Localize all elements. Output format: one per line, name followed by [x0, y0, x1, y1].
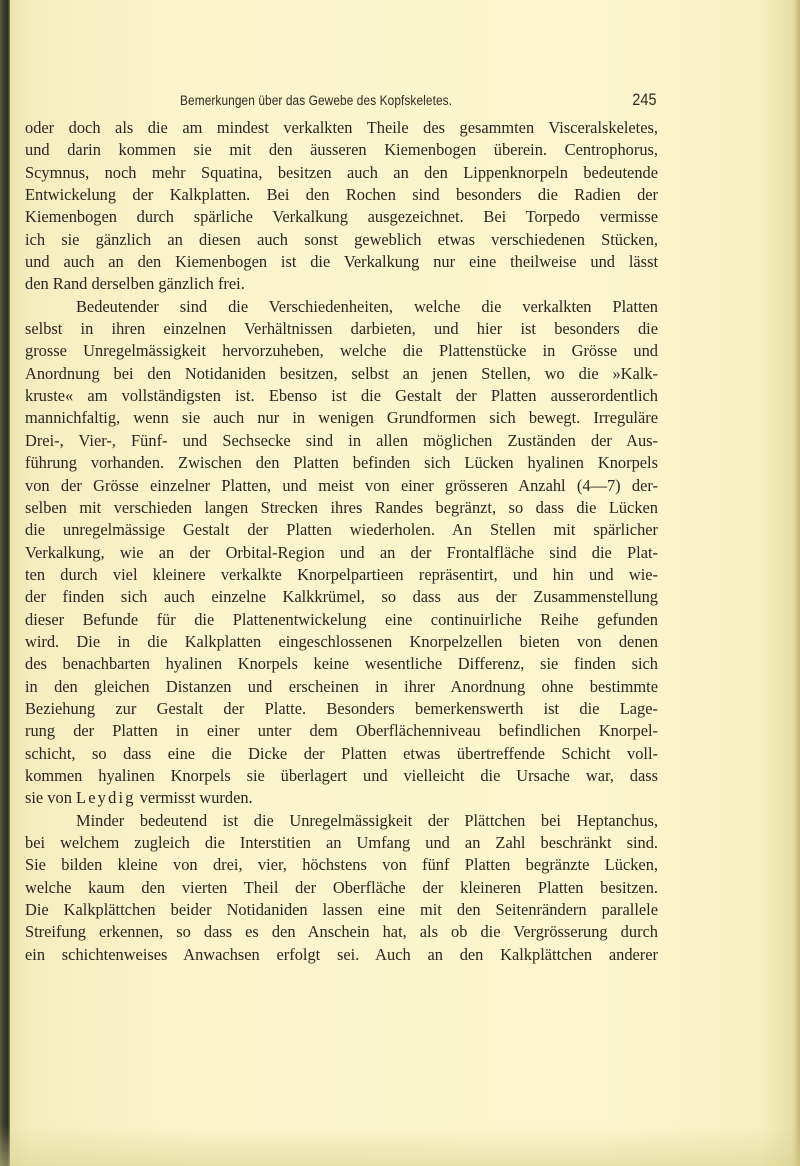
text-line: den Rand derselben gänzlich frei. — [25, 274, 245, 294]
text-line: Entwickelung der Kalkplatten. Bei den Rochen sind besonders die Radien der — [25, 185, 658, 205]
book-binding-edge — [0, 0, 10, 1166]
body-text — [25, 117, 658, 966]
author-name-leydig: Leydig — [76, 788, 136, 808]
text-line: führung vorhanden. Zwischen den Platten befinden sich Lücken hyalinen Knorpels — [25, 453, 658, 473]
text-line: dieser Befunde für die Plattenentwickelung eine continuirliche Reihe gefunden — [25, 609, 658, 629]
text-fragment: vermisst wurden. — [135, 788, 253, 808]
text-line: Kiemenbogen durch spärliche Verkalkung ausgezeichnet. Bei Torpedo vermisse — [25, 207, 658, 227]
page-bottom-shade — [0, 1126, 800, 1166]
text-line: und auch an den Kiemenbogen ist die Verkalkung nur eine theilweise und lässt — [25, 252, 658, 272]
page-edge — [794, 0, 800, 1166]
text-line: die unregelmässige Gestalt der Platten wiederholen. An Stellen mit spärlicher — [25, 520, 658, 540]
text-line: grosse Unregelmässigkeit hervorzuheben, welche die Plattenstücke in Grösse und — [25, 341, 658, 361]
text-line: Drei-, Vier-, Fünf- und Sechsecke sind in allen möglichen Zuständen der Aus- — [25, 430, 658, 450]
text-line: rung der Platten in einer unter dem Oberflächenniveau befindlichen Knorpel- — [25, 721, 658, 741]
text-line: und darin kommen sie mit den äusseren Kiemenbogen überein. Centrophorus, — [25, 140, 658, 160]
paragraph-1 — [25, 117, 658, 296]
text-line: mannichfaltig, wenn sie auch nur in wenigen Grundformen sich bewegt. Irreguläre — [25, 408, 658, 428]
text-line: des benachbarten hyalinen Knorpels keine wesentliche Differenz, sie finden sich — [25, 654, 658, 674]
text-line: welche kaum den vierten Theil der Oberfläche der kleineren Platten besitzen. — [25, 877, 658, 897]
text-line: der finden sich auch einzelne Kalkkrümel, so dass aus der Zusammenstellung — [25, 587, 658, 607]
text-line-final — [25, 787, 658, 809]
running-head — [180, 90, 657, 114]
text-line: Anordnung bei den Notidaniden besitzen, selbst an jenen Stellen, wo die »Kalk- — [25, 363, 658, 383]
text-line: Scymnus, noch mehr Squatina, besitzen auch an den Lippenknorpeln bedeutende — [25, 162, 658, 182]
text-line: Beziehung zur Gestalt der Platte. Besonders bemerkenswerth ist die Lage- — [25, 698, 658, 718]
page-number: 245 — [632, 90, 657, 109]
text-line: ein schichtenweises Anwachsen erfolgt sei. Auch an den Kalkplättchen anderer — [25, 944, 658, 964]
text-line: von der Grösse einzelner Platten, und meist von einer grösseren Anzahl (4—7) der- — [25, 475, 658, 495]
text-line: bei welchem zugleich die Interstitien an Umfang und an Zahl beschränkt sind. — [25, 833, 658, 852]
paragraph-2 — [25, 296, 658, 810]
text-line: Sie bilden kleine von drei, vier, höchstens von fünf Platten begränzte Lücken, — [25, 855, 658, 875]
text-line: kommen hyalinen Knorpels sie überlagert und vielleicht die Ursache war, dass — [25, 765, 658, 785]
text-line: ten durch viel kleinere verkalkte Knorpelpartieen repräsentirt, und hin und wie- — [25, 564, 658, 584]
text-line: ich sie gänzlich an diesen auch sonst geweblich etwas verschiedenen Stücken, — [25, 229, 658, 249]
running-head-title: Bemerkungen über das Gewebe des Kopfskeletes. — [180, 93, 453, 108]
text-line: kruste« am vollständigsten ist. Ebenso ist die Gestalt der Platten ausserordentlich — [25, 386, 658, 406]
text-line: Minder bedeutend ist die Unregelmässigkeit der Plättchen bei Heptanchus, — [76, 810, 658, 830]
text-line: Verkalkung, wie an der Orbital-Region und an der Frontalfläche sind die Plat- — [25, 542, 658, 562]
text-line: selben mit verschieden langen Strecken ihres Randes begränzt, so dass die Lücken — [25, 497, 658, 517]
paragraph-3 — [25, 810, 658, 966]
text-line: Streifung erkennen, so dass es den Anschein hat, als ob die Vergrösserung durch — [25, 922, 658, 942]
text-line: selbst in ihren einzelnen Verhältnissen darbieten, und hier ist besonders die — [25, 319, 658, 339]
text-line: Bedeutender sind die Verschiedenheiten, welche die verkalkten Platten — [76, 296, 658, 316]
text-line: schicht, so dass eine die Dicke der Platten etwas übertreffende Schicht voll- — [25, 743, 658, 763]
text-line: in den gleichen Distanzen und erscheinen in ihrer Anordnung ohne bestimmte — [25, 676, 658, 696]
text-line: wird. Die in die Kalkplatten eingeschlossenen Knorpelzellen bieten von denen — [25, 631, 658, 651]
text-fragment: sie von — [25, 788, 76, 808]
text-line: Die Kalkplättchen beider Notidaniden lassen eine mit den Seitenrändern parallele — [25, 900, 658, 920]
text-line: oder doch als die am mindest verkalkten Theile des gesammten Visceralskeletes, — [25, 118, 658, 137]
